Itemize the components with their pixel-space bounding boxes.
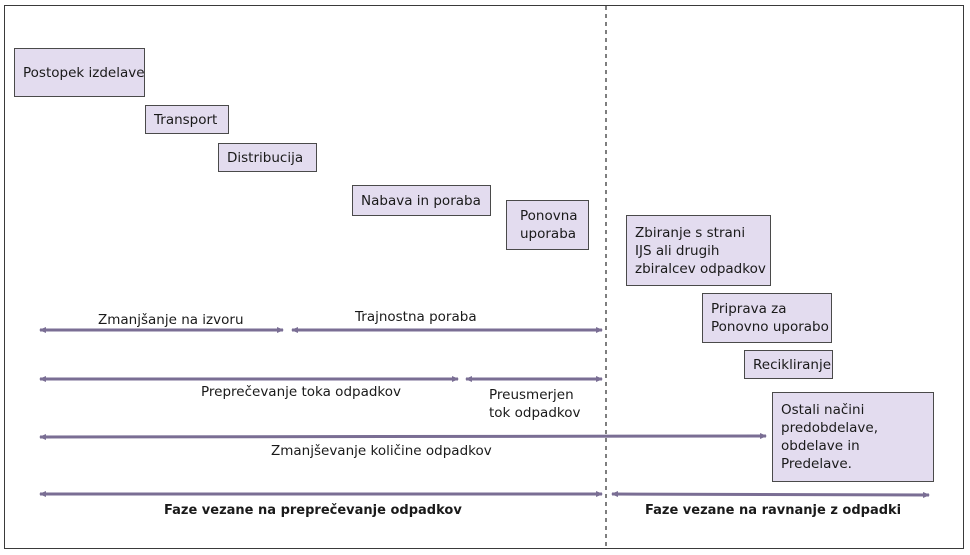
label-faze-preprecevanje: Faze vezane na preprečevanje odpadkov — [164, 503, 462, 518]
box-ostali-nacini: Ostali načini predobdelave, obdelave in Predelave. — [772, 392, 934, 482]
arrow-zmanjsevanje — [40, 436, 766, 437]
box-ponovna-uporaba: Ponovna uporaba — [506, 200, 589, 250]
label-trajnostna: Trajnostna poraba — [355, 309, 477, 325]
box-postopek-izdelave: Postopek izdelave — [14, 48, 145, 97]
label-faze-ravnanje: Faze vezane na ravnanje z odpadki — [645, 503, 902, 518]
label-preusmerjen: Preusmerjen tok odpadkov — [489, 387, 581, 421]
box-distribucija: Distribucija — [218, 143, 317, 172]
label-zmanjsanje: Zmanjšanje na izvoru — [98, 312, 244, 328]
box-transport: Transport — [145, 105, 229, 134]
arrow-faze-ravn — [612, 494, 929, 495]
box-priprava: Priprava za Ponovno uporabo — [702, 293, 832, 343]
box-nabava-in-poraba: Nabava in poraba — [352, 185, 491, 216]
box-recikliranje: Recikliranje — [744, 350, 833, 379]
box-zbiranje: Zbiranje s strani IJS ali drugih zbiralcev odpadkov — [626, 215, 771, 286]
label-zmanjsevanje: Zmanjševanje količine odpadkov — [271, 443, 492, 459]
label-preprecevanje: Preprečevanje toka odpadkov — [201, 384, 402, 400]
